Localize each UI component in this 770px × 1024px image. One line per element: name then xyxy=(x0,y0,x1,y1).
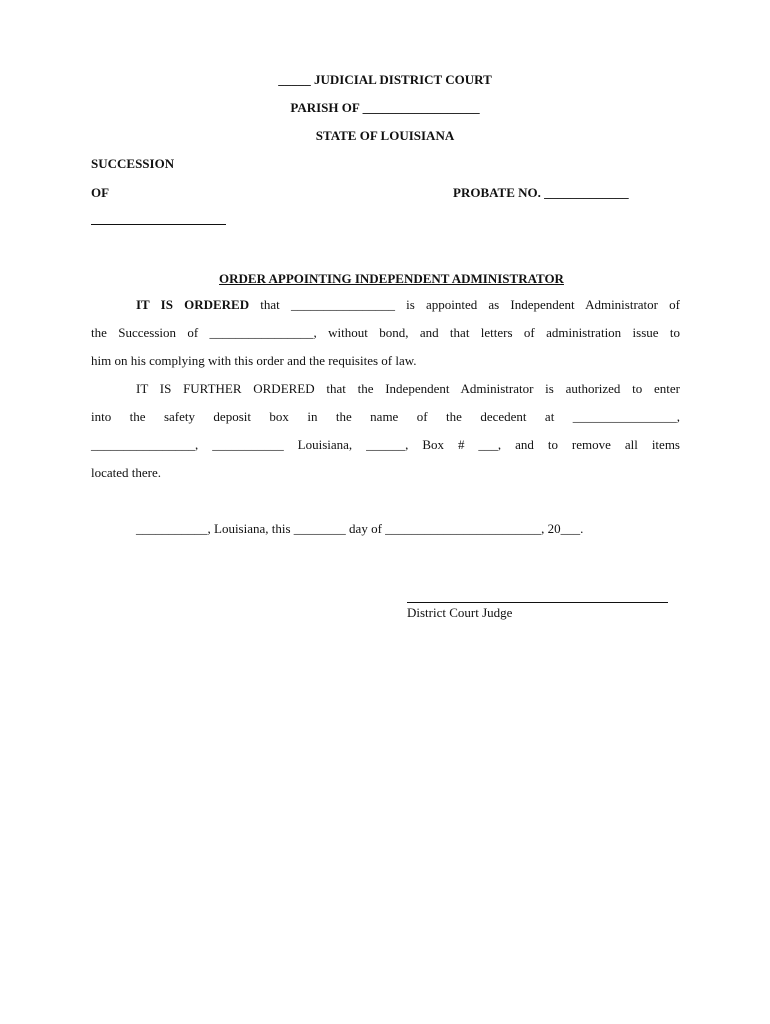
para2-line3: ________________, ___________ Louisiana, ______, Box # ___, and to remove all items xyxy=(91,437,680,452)
judge-signature-label: District Court Judge xyxy=(407,605,513,620)
it-is-ordered-lead: IT IS ORDERED xyxy=(136,297,250,312)
parish-heading: PARISH OF __________________ xyxy=(290,100,480,115)
para1-line1 xyxy=(136,297,680,313)
probate-number: PROBATE NO. _____________ xyxy=(453,185,629,200)
succession-label: SUCCESSION xyxy=(91,156,175,171)
para1-line1-text: that ________________ is appointed as Independent Administrator of xyxy=(249,297,680,312)
court-heading: _____ JUDICIAL DISTRICT COURT xyxy=(278,72,492,87)
order-title-text: ORDER APPOINTING INDEPENDENT ADMINISTRATOR xyxy=(219,271,564,286)
para2-line1: IT IS FURTHER ORDERED that the Independent Administrator is authorized to enter xyxy=(136,381,680,396)
of-label: OF xyxy=(91,185,110,200)
para1-line2: the Succession of ________________, without bond, and that letters of administration issue to xyxy=(91,325,680,340)
para1-line3: him on his complying with this order and the requisites of law. xyxy=(91,353,417,368)
para2-line2: into the safety deposit box in the name of the decedent at ________________, xyxy=(91,409,680,424)
signature-line xyxy=(407,602,668,603)
dateline: ___________, Louisiana, this ________ day of ________________________, 20___. xyxy=(136,521,584,536)
state-heading: STATE OF LOUISIANA xyxy=(315,128,455,143)
decedent-name-blank xyxy=(91,224,226,225)
order-title xyxy=(0,255,770,303)
para2-line4: located there. xyxy=(91,465,162,480)
